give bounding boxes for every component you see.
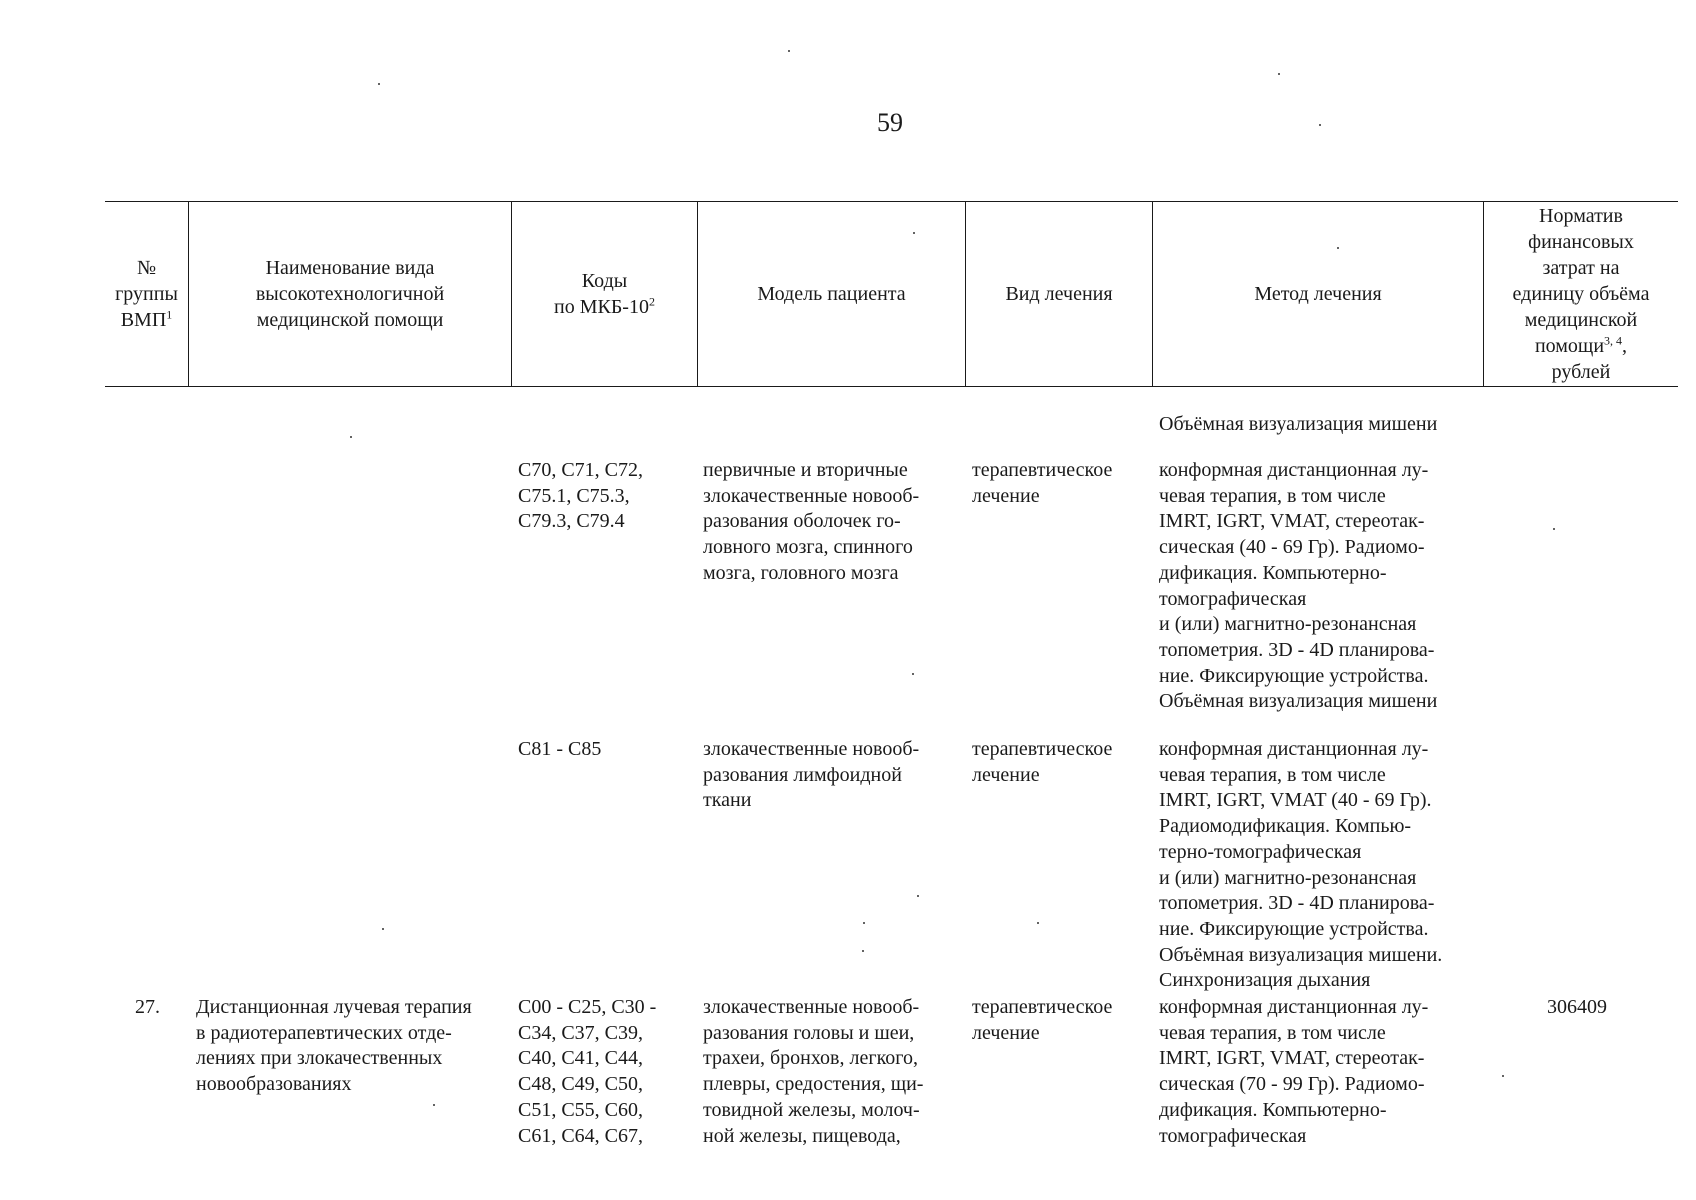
scan-speck (1319, 124, 1321, 126)
row-treatment-method: конформная дистанционная лу- чевая терапия, в том числе IMRT, IGRT, VMAT, стереотак- сическая (40 - 69 Гр). Радиомо- дификация. Компьютерно- томографическая и (или) магнитно-резонансная топометрия. 3D - 4D планирова- ние. Фиксирующие устройства. Объёмная визуализация мишени (1159, 459, 1438, 713)
row-patient-model: первичные и вторичные злокачественные новооб- разования оболочек го- ловного мозга, спинного мозга, головного мозга (703, 459, 920, 584)
header-care-name: Наименование вида высокотехнологичной медицинской помощи (255, 257, 445, 331)
row-treatment-type: терапевтическое лечение (972, 738, 1113, 786)
row-treatment-type: терапевтическое лечение (972, 996, 1113, 1044)
row-patient-model: злокачественные новооб- разования головы и шеи, трахеи, бронхов, легкого, плевры, средостения, щи- товидной железы, молоч- ной железы, пищевода, (703, 996, 924, 1147)
page-number: 59 (877, 108, 903, 137)
row-icd-codes: C00 - C25, C30 - C34, C37, C39, C40, C41, C44, C48, C49, C50, C51, C55, C60, C61, C64, C67, (518, 996, 657, 1147)
row-icd-codes: C70, C71, C72, C75.1, C75.3, C79.3, C79.4 (518, 459, 644, 533)
header-cost-norm: Норматив финансовых затрат на единицу объёма медицинской помощи$^{3, 4}$, рублей (1512, 205, 1650, 383)
scan-speck (1337, 247, 1339, 249)
scan-speck (862, 950, 864, 952)
scan-speck (912, 673, 914, 675)
header-patient-model: Модель пациента (757, 283, 906, 305)
scan-speck (1278, 73, 1280, 75)
scan-speck (1502, 1075, 1504, 1077)
row-care-name: Дистанционная лучевая терапия в радиотерапевтических отде- лениях при злокачественных новообразованиях (196, 996, 472, 1096)
scan-speck (1553, 528, 1555, 530)
header-treatment-method: Метод лечения (1254, 283, 1382, 305)
row-treatment-method: конформная дистанционная лу- чевая терапия, в том числе IMRT, IGRT, VMAT, стереотак- сическая (70 - 99 Гр). Радиомо- дификация. Компьютерно- томографическая (1159, 996, 1429, 1147)
scan-speck (913, 232, 915, 234)
scan-speck (378, 83, 380, 85)
header-group-number: № группы ВМП$^1$ (115, 257, 178, 331)
scan-speck (350, 436, 352, 438)
scan-speck (917, 895, 919, 897)
row-patient-model: злокачественные новооб- разования лимфоидной ткани (703, 738, 920, 812)
row-treatment-type: терапевтическое лечение (972, 459, 1113, 507)
scan-speck (863, 922, 865, 924)
header-icd-codes: Коды по МКБ-$10^2$ (554, 270, 655, 318)
scan-speck (1037, 922, 1039, 924)
row-cost-norm: 306409 (1547, 996, 1607, 1018)
row-treatment-method: конформная дистанционная лу- чевая терапия, в том числе IMRT, IGRT, VMAT (40 - 69 Гр). Радиомодификация. Компью- терно-томографическая и (или) магнитно-резонансная топометрия. 3D - 4D планирова- ние. Фиксирующие устройства. Объёмная визуализация мишени. Синхронизация дыхания (1159, 738, 1443, 992)
scan-speck (382, 928, 384, 930)
row-group-number: 27. (135, 996, 160, 1018)
header-treatment-type: Вид лечения (1005, 283, 1113, 305)
row-icd-codes: C81 - C85 (518, 738, 602, 760)
scan-speck (788, 50, 790, 52)
scan-speck (433, 1104, 435, 1106)
method-continuation: Объёмная визуализация мишени (1159, 413, 1438, 435)
